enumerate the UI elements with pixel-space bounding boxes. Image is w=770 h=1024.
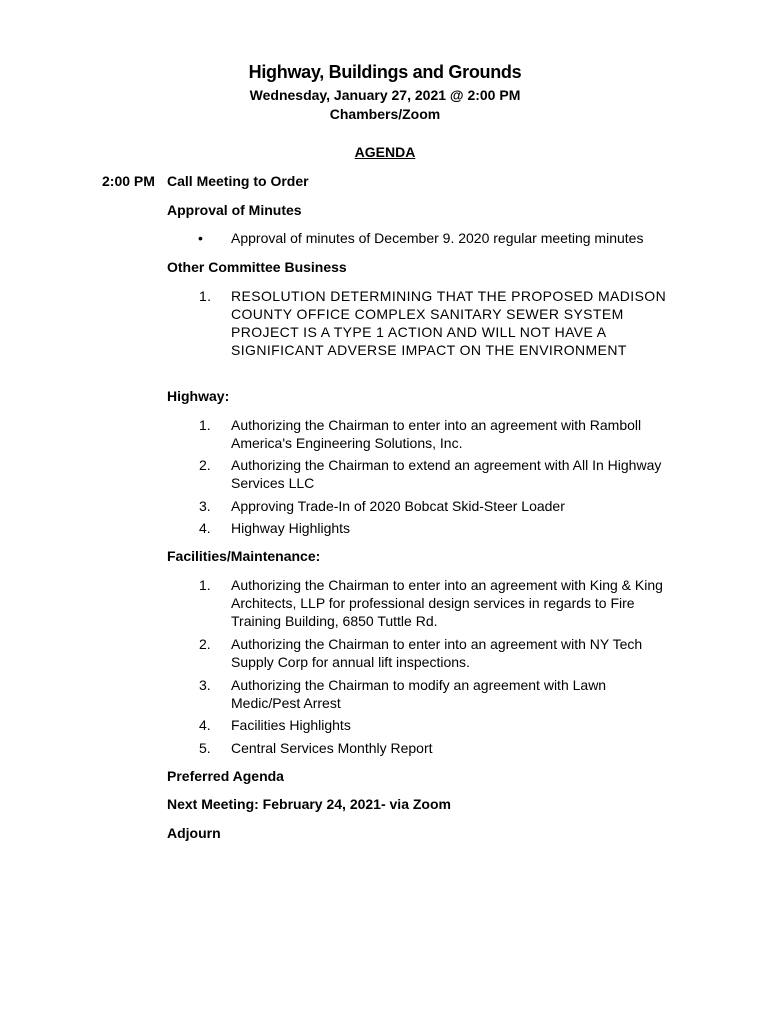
item-number: 1. <box>199 288 212 304</box>
item-number: 2. <box>199 457 211 473</box>
adjourn: Adjourn <box>167 825 221 841</box>
meeting-time: 2:00 PM <box>102 173 155 189</box>
next-meeting: Next Meeting: February 24, 2021- via Zoom <box>167 796 451 812</box>
item-text: Facilities Highlights <box>231 717 351 733</box>
document-title: Highway, Buildings and Grounds <box>248 62 522 82</box>
item-number: 3. <box>199 498 211 514</box>
item-number: 1. <box>199 577 211 593</box>
preferred-agenda: Preferred Agenda <box>167 768 284 784</box>
item-text: RESOLUTION DETERMINING THAT THE PROPOSED MADISON COUNTY OFFICE COMPLEX SANITARY SEWER SYSTEM PROJECT IS A TYPE 1 ACTION AND WILL NOT HAVE A SIGNIFICANT ADVERSE IMPACT ON THE ENVIRONMENT <box>231 288 667 358</box>
item-text: Authorizing the Chairman to extend an agreement with All In Highway Services LLC <box>231 457 662 491</box>
item-text: Authorizing the Chairman to enter into an agreement with NY Tech Supply Corp for annual lift inspections. <box>231 636 643 670</box>
item-text: Approving Trade-In of 2020 Bobcat Skid-Steer Loader <box>231 498 565 514</box>
call-to-order: Call Meeting to Order <box>167 173 309 189</box>
facilities-heading: Facilities/Maintenance: <box>167 548 321 564</box>
item-number: 4. <box>199 520 211 536</box>
item-number: 3. <box>199 677 211 693</box>
item-text: Authorizing the Chairman to modify an agreement with Lawn Medic/Pest Arrest <box>231 677 607 711</box>
item-number: 2. <box>199 636 211 652</box>
item-number: 4. <box>199 717 211 733</box>
item-text: Central Services Monthly Report <box>231 740 433 756</box>
item-number: 1. <box>199 417 211 433</box>
highway-heading: Highway: <box>167 388 230 404</box>
item-text: Authorizing the Chairman to enter into an agreement with King & King Architects, LLP for professional design services in regards to Fire Training Building, 6850 Tuttle Rd. <box>231 577 663 629</box>
meeting-date: Wednesday, January 27, 2021 @ 2:00 PM <box>249 87 521 103</box>
item-text: Authorizing the Chairman to enter into an agreement with Ramboll America's Engineering Solutions, Inc. <box>231 417 642 451</box>
meeting-location: Chambers/Zoom <box>329 106 441 122</box>
agenda-label: AGENDA <box>354 144 416 160</box>
item-number: 5. <box>199 740 211 756</box>
approval-heading: Approval of Minutes <box>167 202 302 218</box>
bullet-marker: • <box>198 230 203 246</box>
approval-item: Approval of minutes of December 9. 2020 regular meeting minutes <box>231 230 644 246</box>
item-text: Highway Highlights <box>231 520 351 536</box>
other-business-heading: Other Committee Business <box>167 259 347 275</box>
